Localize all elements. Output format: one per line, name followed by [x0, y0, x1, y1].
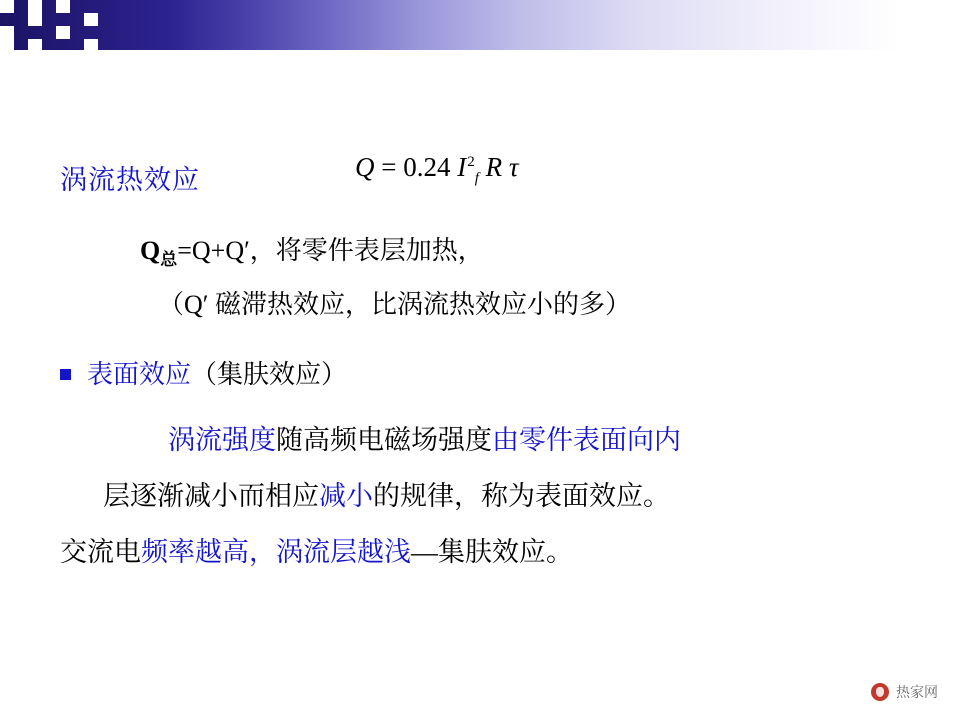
p3-seg-4: 涡流层越浅 [276, 537, 411, 567]
p3-seg-5: —集肤效应。 [411, 537, 573, 567]
banner-baseline [0, 50, 960, 62]
formula-time: τ [508, 152, 519, 182]
banner-square [84, 13, 98, 26]
formula-equals: = [381, 152, 397, 182]
hysteresis-note-text: （Q′ 磁滞热效应，比涡流热效应小的多） [158, 290, 631, 319]
section-heading: 涡流热效应 [60, 165, 200, 195]
watermark-text: 热家网 [896, 684, 938, 700]
formula-current-exponent: 2 [467, 154, 475, 170]
banner-square [28, 39, 42, 50]
p2-seg-2: 减小 [319, 481, 373, 511]
p3-seg-2: 频率越高 [141, 537, 249, 567]
q-total-body: =Q+Q′，将零件表层加热， [177, 236, 484, 265]
banner-gradient [0, 0, 960, 50]
formula-resistance: R [485, 152, 503, 182]
formula-current-subscript: f [474, 170, 479, 187]
banner-checker-pattern [0, 0, 120, 50]
q-total-prefix: Q [140, 236, 161, 265]
total-heat-line [140, 230, 484, 270]
banner-square [28, 0, 42, 26]
p1-seg-1: 涡流强度 [168, 425, 276, 455]
banner-square [56, 0, 70, 13]
p3-seg-3: ， [249, 537, 276, 567]
p2-seg-3: 的规律，称为表面效应。 [373, 481, 670, 511]
surface-effect-alias: （集肤效应） [191, 360, 348, 389]
banner-square [84, 39, 98, 50]
surface-effect-bullet [60, 354, 347, 391]
hysteresis-note-line [158, 284, 631, 321]
square-bullet-icon [60, 369, 71, 380]
p3-seg-1: 交流电 [60, 537, 141, 567]
p1-seg-3: 由零件表面向内 [492, 425, 681, 455]
banner-square [0, 26, 14, 50]
flame-logo-icon [871, 683, 889, 701]
formula-current-symbol: I [457, 152, 468, 182]
paragraph-line-3 [60, 530, 573, 569]
p2-seg-1: 层逐渐减小而相应 [103, 481, 319, 511]
slide-content [0, 62, 960, 662]
p1-seg-2: 随高频电磁场强度 [276, 425, 492, 455]
banner-square [0, 0, 14, 13]
surface-effect-label: 表面效应 [87, 360, 192, 389]
slide-top-banner [0, 0, 960, 62]
banner-square [56, 26, 70, 39]
formula-lhs: Q [355, 152, 375, 182]
eddy-current-heat-formula [355, 152, 519, 187]
formula-coefficient: 0.24 [403, 152, 451, 182]
q-total-subscript: 总 [160, 250, 178, 270]
paragraph-line-1 [168, 418, 681, 457]
watermark [871, 682, 938, 702]
paragraph-line-2 [103, 474, 670, 513]
